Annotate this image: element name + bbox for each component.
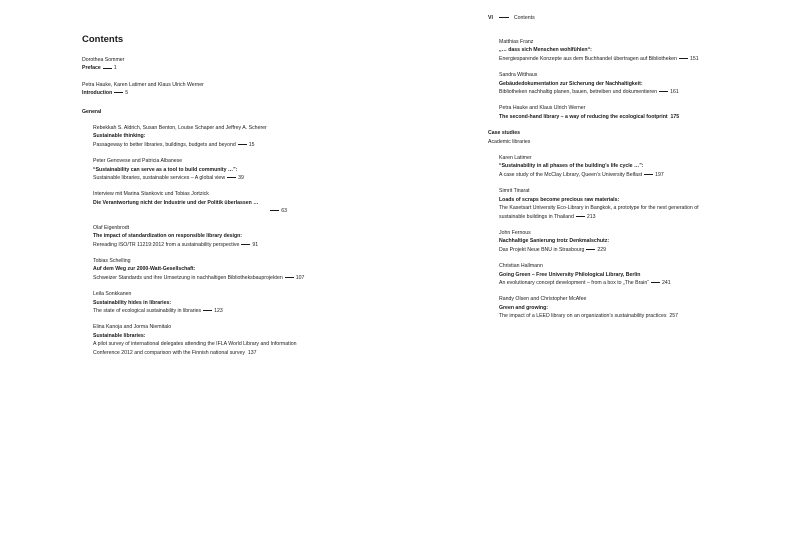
entry-author: Randy Olsen and Christopher McAfee — [499, 296, 587, 303]
toc-entry — [93, 224, 312, 249]
entry-author: Dorothea Sommer — [82, 57, 125, 63]
entry-author: Interview mit Marina Stankovic und Tobias Jortzick — [93, 191, 209, 198]
entry-subtitle: An evolutionary concept development – from a box to „The Brain“ 241 — [499, 279, 671, 286]
entry-title: Auf dem Weg zur 2000-Watt-Gesellschaft: — [93, 266, 196, 273]
entry-subtitle: Passageway to better libraries, buildings, budgets and beyond 15 — [93, 141, 255, 148]
entry-subtitle: Schweizer Standards und ihre Umsetzung in nachhaltigen Bibliotheksbauprojekten 107 — [93, 274, 305, 281]
toc-entry — [93, 190, 312, 215]
entry-title: Going Green – Free University Philological Library, Berlin — [499, 271, 641, 278]
entry-subtitle: Das Projekt Neue BNU in Strasbourg 229 — [499, 246, 606, 253]
entry-author: Karen Latimer — [499, 155, 532, 162]
right-column — [488, 14, 718, 329]
entry-author: Leila Sonkkanen — [93, 291, 132, 298]
entry-title: “Sustainability in all phases of the building’s life cycle …”: — [499, 163, 644, 170]
entry-author: Rebekkah S. Aldrich, Susan Benton, Louise Schaper and Jeffrey A. Scherer — [93, 125, 267, 132]
section-heading: Case studies — [488, 130, 521, 137]
entry-author: Petra Hauke and Klaus Ulrich Werner — [499, 105, 586, 112]
toc-entry — [93, 157, 312, 182]
entry-author: Tobias Schelling — [93, 257, 131, 264]
subsection-heading: Academic libraries — [488, 138, 531, 145]
page-number: VI — [488, 15, 493, 21]
entry-title: The impact of standardization on responsible library design: — [93, 233, 243, 240]
entry-page: 63 — [93, 207, 312, 215]
toc-entry — [93, 124, 312, 149]
toc-entry — [93, 323, 312, 357]
toc-entry — [499, 187, 718, 221]
toc-entry — [499, 262, 718, 287]
left-column — [82, 34, 312, 365]
entry-subtitle: Bibliotheken nachhaltig planen, bauen, betreiben und dokumentieren 161 — [499, 89, 679, 96]
entry-author: Elina Kanoja and Jorma Niemitalo — [93, 324, 172, 331]
page-title: Contents — [82, 34, 124, 45]
toc-entry — [93, 257, 312, 282]
toc-entry — [499, 104, 718, 121]
entry-title: Sustainability hides in libraries: — [93, 299, 172, 306]
entry-subtitle: The state of ecological sustainability in libraries 123 — [93, 307, 223, 314]
entry-author: Matthias Franz — [499, 39, 534, 45]
entry-author: Peter Genovese and Patricia Albanese — [93, 158, 183, 165]
entry-author: John Fernous — [499, 229, 531, 236]
entry-author: Sandra Witthaus — [499, 72, 538, 79]
entry-title: Introduction 5 — [82, 90, 129, 97]
entry-title: „… dass sich Menschen wohlfühlen“: — [499, 47, 592, 54]
entry-subtitle: The Kasetsart University Eco-Library in Bangkok, a prototype for the next generation of sustainable buildings in Thailand 213 — [499, 205, 699, 220]
toc-entry — [499, 295, 718, 320]
entry-title: Preface 1 — [82, 65, 117, 72]
toc-entry — [499, 154, 718, 179]
section-heading: General — [82, 108, 102, 115]
entry-title: Sustainable thinking: — [93, 133, 146, 140]
entry-title: “Sustainability can serve as a tool to build community …”: — [93, 166, 238, 173]
entry-author: Petra Hauke, Karen Latimer and Klaus Ulrich Werner — [82, 81, 204, 88]
entry-title: The second-hand library – a way of reducing the ecological footprint 175 — [499, 113, 680, 120]
entry-author: Christian Hallmann — [499, 263, 543, 270]
running-head-label: Contents — [513, 15, 535, 21]
entry-subtitle: Energiesparende Konzepte aus dem Buchhandel übertragen auf Bibliotheken 151 — [499, 55, 699, 62]
toc-entry — [499, 38, 718, 63]
toc-entry — [499, 71, 718, 96]
toc-entry — [82, 81, 312, 98]
entry-title: Die Verantwortung nicht der Industrie und der Politik überlassen … — [93, 199, 259, 206]
entry-title: Sustainable libraries: — [93, 332, 146, 339]
entry-title: Gebäudedokumentation zur Sicherung der Nachhaltigkeit: — [499, 80, 643, 87]
toc-entry — [82, 56, 312, 73]
toc-entry — [499, 229, 718, 254]
entry-subtitle: Rereading ISO/TR 11219:2012 from a sustainability perspective 91 — [93, 241, 259, 248]
entry-author: Olaf Eigenbrodt — [93, 224, 130, 231]
entry-title: Green and growing: — [499, 304, 548, 311]
entry-author: Simrit Tinarat — [499, 188, 530, 195]
toc-entry — [93, 290, 312, 315]
entry-title: Nachhaltige Sanierung trotz Denkmalschutz: — [499, 238, 610, 245]
entry-subtitle: A case study of the McClay Library, Queen’s University Belfast 197 — [499, 171, 664, 178]
entry-subtitle: The impact of a LEED library on an organization’s sustainability practices 257 — [499, 313, 678, 320]
entry-subtitle: Sustainable libraries, sustainable services – A global view 39 — [93, 175, 244, 182]
entry-subtitle: A pilot survey of international delegates attending the IFLA World Library and Information Conference 2012 and comparison with the Finnish national survey 137 — [93, 341, 297, 356]
entry-title: Loads of scraps become precious raw materials: — [499, 196, 620, 203]
